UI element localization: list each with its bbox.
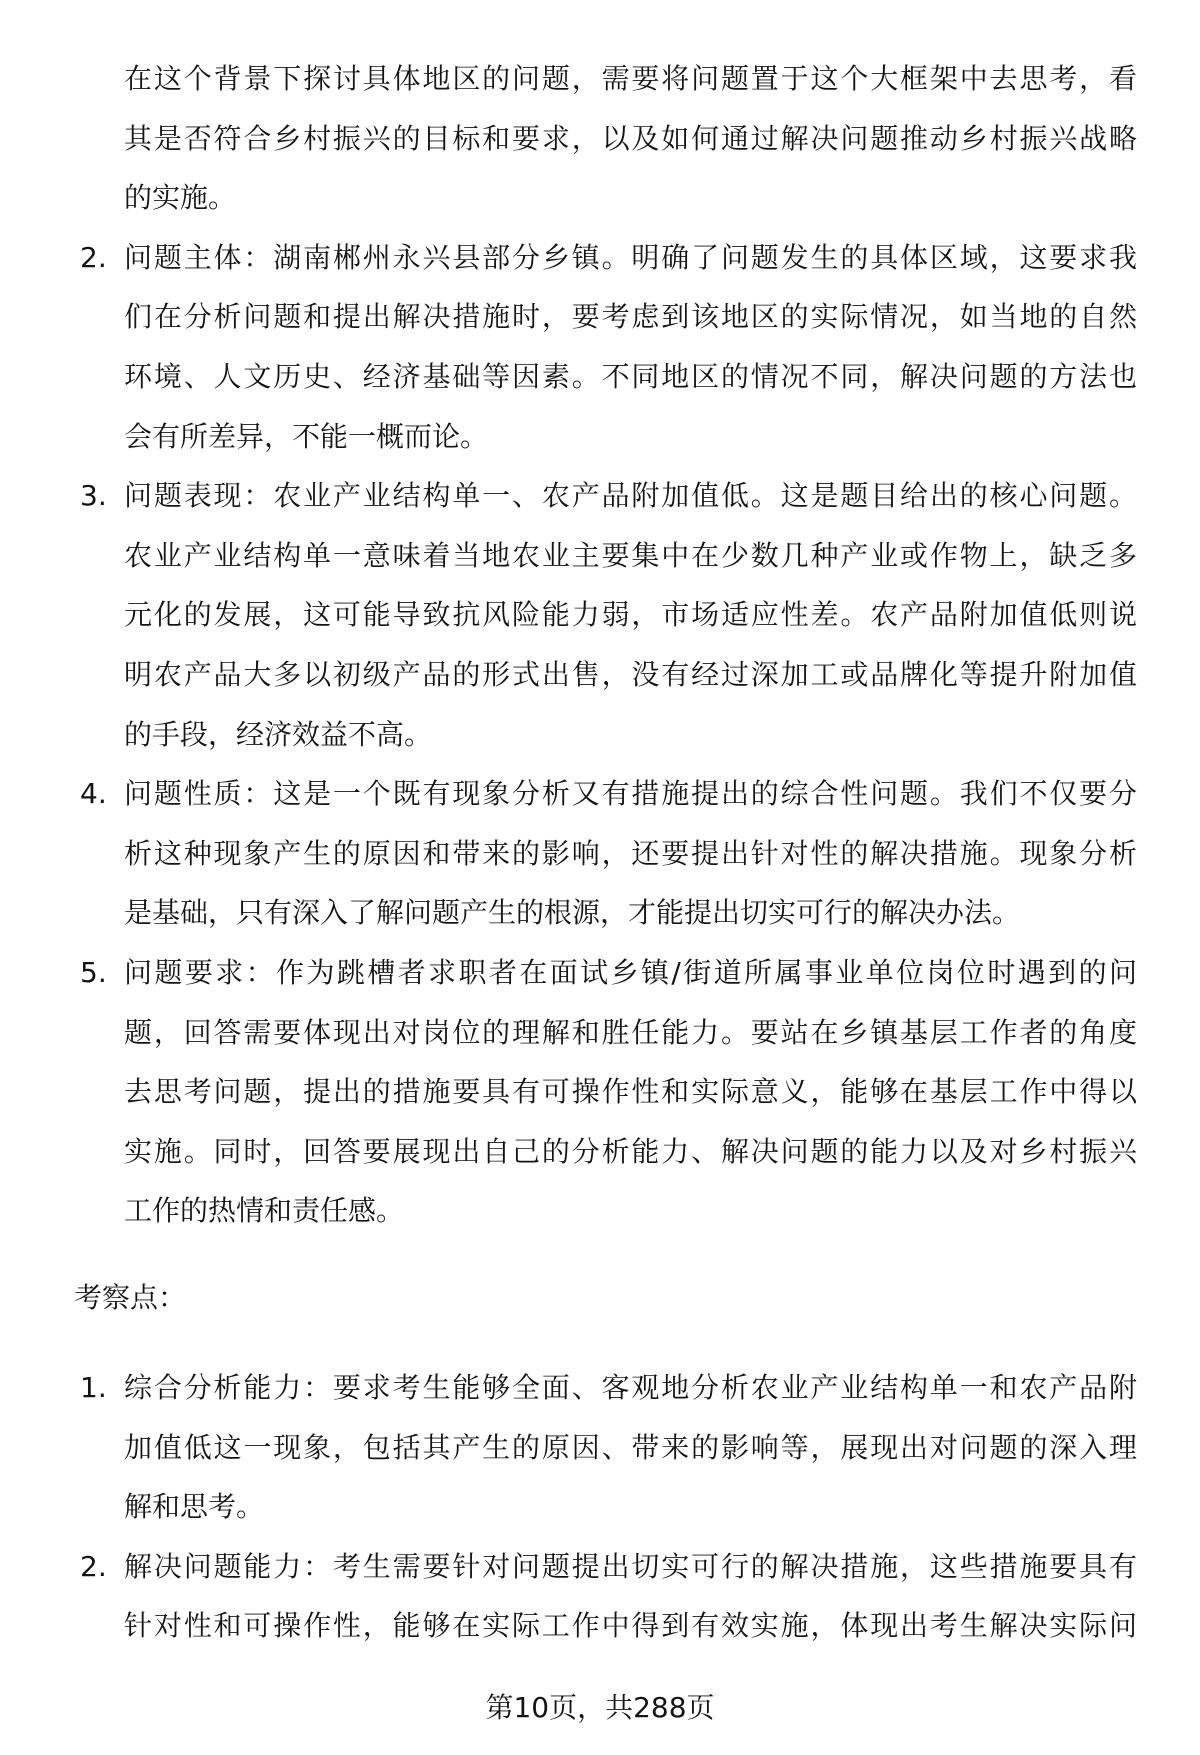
text-line: 实施。同时，回答要展现出自己的分析能力、解决问题的能力以及对乡村振兴 [124, 1134, 1137, 1168]
text-line: 工作的热情和责任感。 [124, 1194, 405, 1228]
text-line: 问题表现：农业产业结构单一、农产品附加值低。这是题目给出的核心问题。 [124, 479, 1137, 513]
list-item-number: 5. [80, 955, 107, 989]
text-line: 题，回答需要体现出对岗位的理解和胜任能力。要站在乡镇基层工作者的角度 [124, 1015, 1137, 1049]
text-line: 综合分析能力：要求考生能够全面、客观地分析农业产业结构单一和农产品附 [124, 1371, 1137, 1404]
list-item [0, 49, 1200, 228]
text-line: 的手段，经济效益不高。 [124, 717, 433, 751]
text-line: 其是否符合乡村振兴的目标和要求，以及如何通过解决问题推动乡村振兴战略 [124, 121, 1137, 155]
text-line: 针对性和可操作性，能够在实际工作中得到有效实施，体现出考生解决实际问 [124, 1609, 1137, 1643]
analysis-list [0, 49, 1200, 1241]
list-item-number: 2. [80, 1549, 107, 1583]
list-item [0, 228, 1200, 466]
text-line: 解决问题能力：考生需要针对问题提出切实可行的解决措施，这些措施要具有 [124, 1549, 1137, 1583]
text-line: 去思考问题，提出的措施要具有可操作性和实际意义，能够在基层工作中得以 [124, 1075, 1137, 1109]
text-line: 解和思考。 [124, 1490, 265, 1524]
page-number: 第10页，共288页 [485, 1691, 715, 1724]
text-line: 会有所差异，不能一概而论。 [124, 419, 489, 453]
list-item [0, 1537, 1200, 1656]
text-line: 是基础，只有深入了解问题产生的根源，才能提出切实可行的解决办法。 [124, 896, 1021, 930]
list-item-text [124, 1358, 1137, 1537]
list-item-text [124, 943, 1137, 1241]
list-item-number: 1. [80, 1371, 107, 1404]
text-line: 在这个背景下探讨具体地区的问题，需要将问题置于这个大框架中去思考，看 [124, 62, 1137, 95]
text-line: 问题性质：这是一个既有现象分析又有措施提出的综合性问题。我们不仅要分 [124, 777, 1137, 811]
list-item [0, 764, 1200, 943]
text-line: 元化的发展，这可能导致抗风险能力弱，市场适应性差。农产品附加值低则说 [124, 598, 1137, 632]
list-item-number: 3. [80, 479, 107, 513]
text-line: 环境、人文历史、经济基础等因素。不同地区的情况不同，解决问题的方法也 [124, 359, 1137, 393]
list-item [0, 943, 1200, 1241]
list-item-number: 2. [80, 240, 107, 274]
text-line: 问题主体：湖南郴州永兴县部分乡镇。明确了问题发生的具体区域，这要求我 [124, 240, 1137, 274]
text-line: 加值低这一现象，包括其产生的原因、带来的影响等，展现出对问题的深入理 [124, 1430, 1137, 1464]
text-line: 明农产品大多以初级产品的形式出售，没有经过深加工或品牌化等提升附加值 [124, 657, 1137, 691]
list-item-text [124, 764, 1137, 943]
list-item-number [80, 49, 124, 109]
list-item-text [124, 49, 1137, 228]
exam-points-list [0, 1358, 1200, 1656]
text-line: 们在分析问题和提出解决措施时，要考虑到该地区的实际情况，如当地的自然 [124, 300, 1137, 334]
section-heading: 考察点： [74, 1281, 187, 1314]
text-line: 的实施。 [124, 181, 237, 215]
list-item-text [124, 1537, 1137, 1656]
list-item-text [124, 466, 1137, 764]
list-item-text [124, 228, 1137, 466]
text-line: 农业产业结构单一意味着当地农业主要集中在少数几种产业或作物上，缺乏多 [124, 538, 1137, 572]
list-item [0, 1358, 1200, 1537]
list-item [0, 466, 1200, 764]
list-item-number: 4. [80, 777, 107, 811]
text-line: 问题要求：作为跳槽者求职者在面试乡镇/街道所属事业单位岗位时遇到的问 [124, 955, 1137, 989]
text-line: 析这种现象产生的原因和带来的影响，还要提出针对性的解决措施。现象分析 [124, 836, 1137, 870]
